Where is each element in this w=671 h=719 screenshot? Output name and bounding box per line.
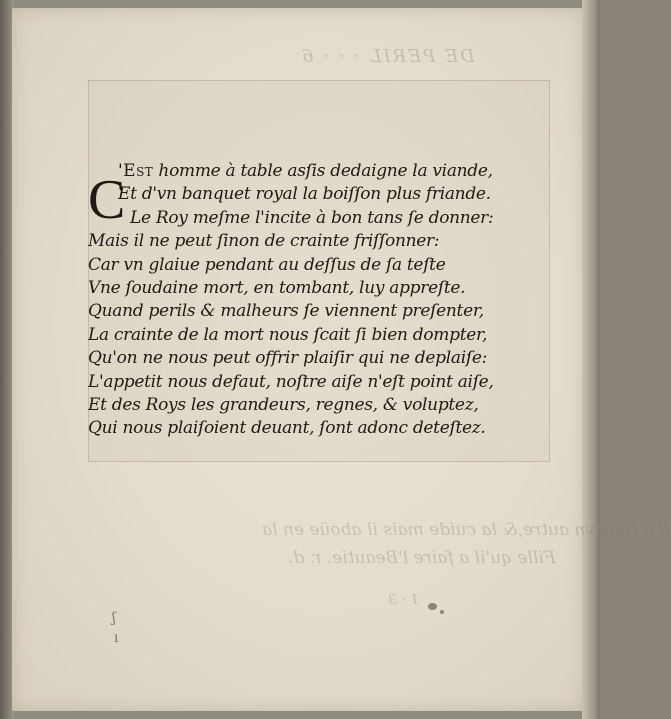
poem-line: Qui nous plaiſoient deuant, ſont adonc deteſtez. — [88, 418, 486, 439]
poem-line — [88, 160, 538, 183]
poem-line: L'appetit nous defaut, noſtre aiſe n'eſt point aiſe, — [88, 371, 494, 392]
poem-first-line-rest: homme à table asſis dedaigne la viande, — [153, 161, 493, 181]
poem-line: Car vn glaiue pendant au deſſus de ſa teſte — [88, 254, 446, 275]
show-through-folio: 1 · 3 — [388, 592, 420, 608]
margin-mark: ʃ — [112, 610, 116, 626]
page-edge — [582, 0, 600, 719]
poem-line: Le Roy meſme l'incite à bon tans ſe donner: — [130, 207, 494, 228]
ink-smudge — [428, 603, 437, 610]
poem-line: Vne ſoudaine mort, en tombant, luy appreſte. — [88, 278, 466, 299]
poem-line: Quand perils & malheurs ſe viennent preſenter, — [88, 301, 484, 322]
poem-first-word: 'Est — [118, 161, 154, 181]
show-through-header: DE PERIL · · · 6 — [300, 46, 475, 67]
poem-line: Mais il ne peut ſinon de crainte friſſonner: — [88, 231, 440, 252]
drop-cap: C — [88, 169, 126, 231]
show-through-text: Fille qu'il a faire l'Beautie. r. d. — [288, 548, 556, 568]
poem-line: Et d'vn banquet royal la boiſſon plus friande. — [118, 184, 491, 205]
show-through-text: Il a ſouy vn autre,& la cuide mais il aboüe en la — [262, 520, 671, 540]
poem-line: La crainte de la mort nous ſcait ſi bien dompter, — [88, 324, 488, 345]
ink-smudge — [440, 610, 444, 614]
poem-text — [88, 160, 538, 441]
margin-mark: ı — [114, 630, 119, 646]
poem-line: Et des Roys les grandeurs, regnes, & voluptez, — [88, 395, 479, 416]
poem-line: Qu'on ne nous peut offrir plaiſir qui ne deplaiſe: — [88, 348, 488, 369]
